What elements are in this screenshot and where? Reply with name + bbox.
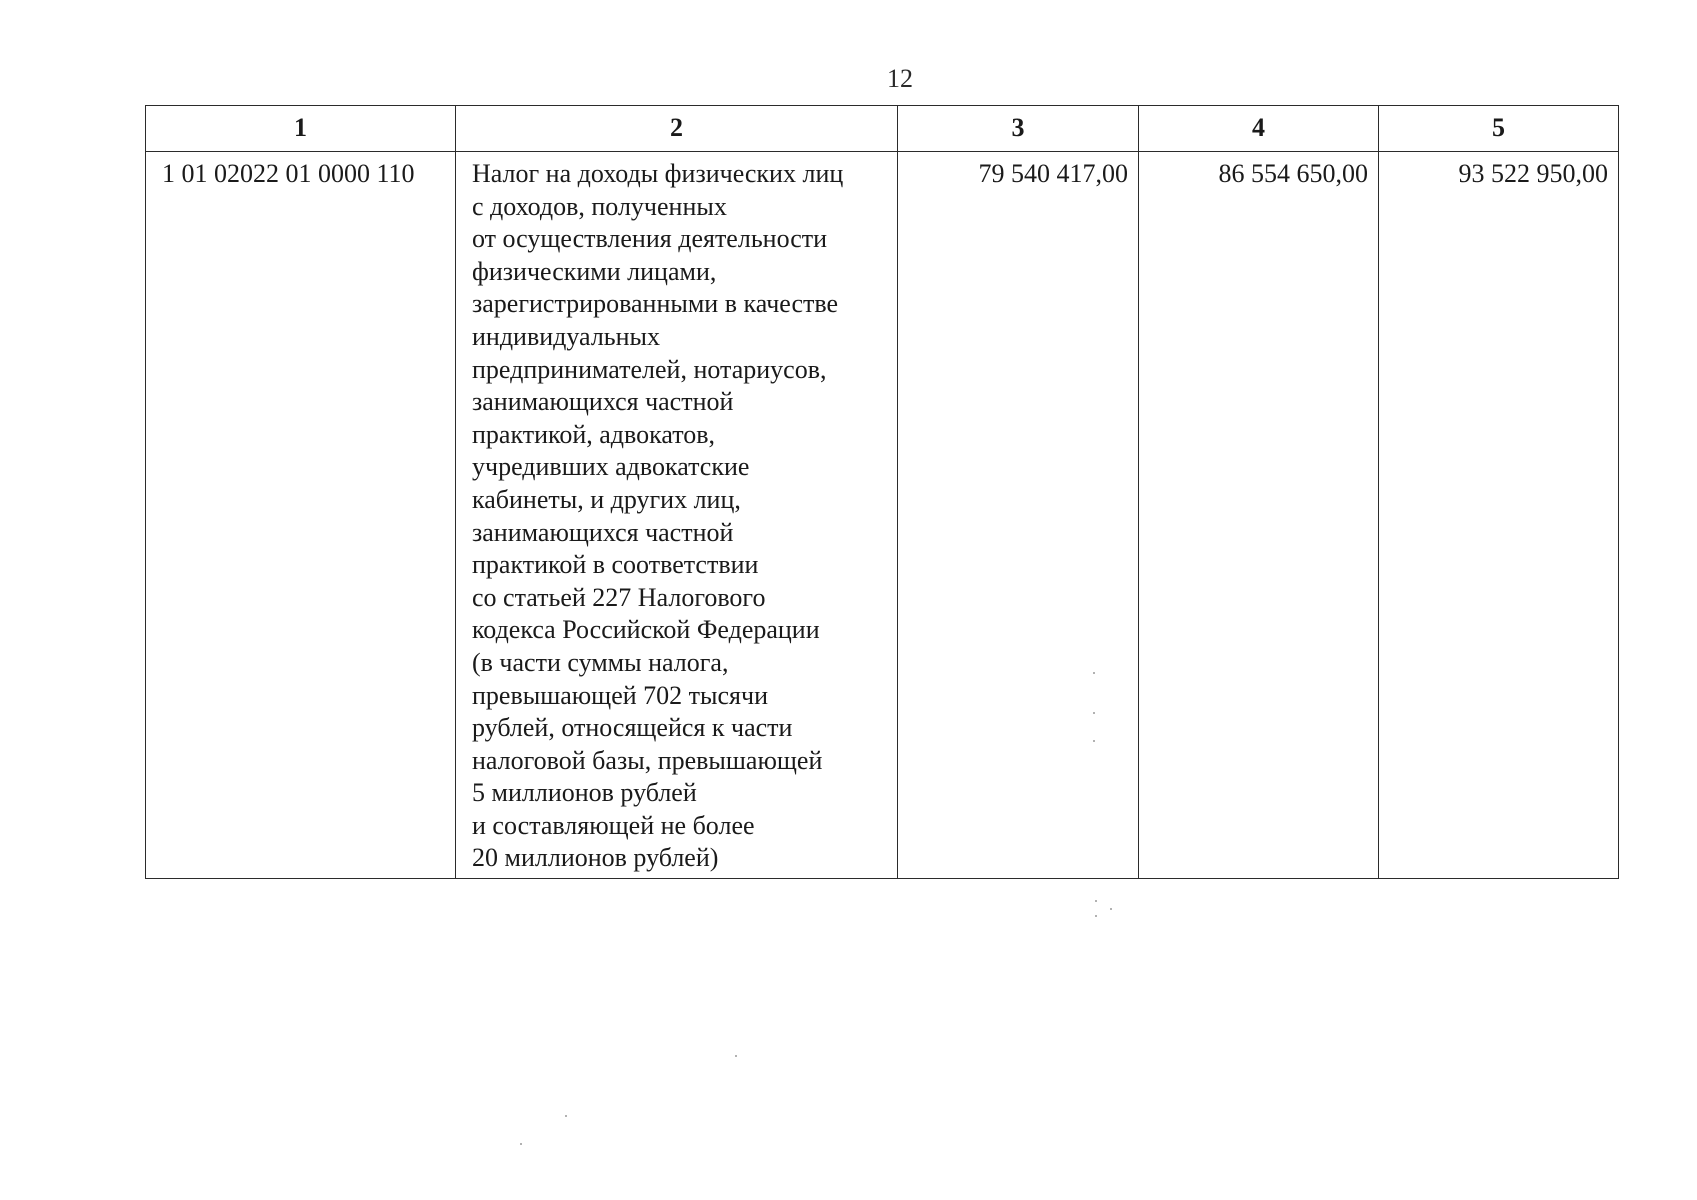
budget-classification-code: 1 01 02022 01 0000 110 [146,152,456,879]
revenue-name-line: и составляющей не более [472,810,755,840]
revenue-name-line: с доходов, полученных [472,191,727,221]
revenue-name-line: 5 миллионов рублей [472,778,697,808]
scan-speck [1095,915,1097,917]
revenue-name-line: 20 миллионов рублей) [472,843,719,873]
revenue-name-line: предпринимателей, нотариусов, [472,354,827,384]
revenue-name-line: превышающей 702 тысячи [472,680,768,710]
amount-column-3: 79 540 417,00 [898,152,1139,879]
scan-speck [1093,672,1095,674]
page-number: 12 [887,64,913,93]
revenue-name-line: рублей, относящейся к части [472,713,793,743]
revenue-name-line: учредивших адвокатские [472,452,750,482]
budget-revenue-table [145,105,1619,879]
table-row [146,152,1619,879]
scan-speck [735,1055,737,1057]
scan-speck [1110,908,1112,910]
revenue-name-line: от осуществления деятельности [472,224,828,254]
scan-speck [1093,740,1095,742]
column-header-1: 1 [146,106,456,152]
revenue-name-line: Налог на доходы физических лиц [472,159,844,188]
revenue-name-line: занимающихся частной [472,387,734,417]
amount-column-5: 93 522 950,00 [1379,152,1619,879]
revenue-name-line: со статьей 227 Налогового [472,582,766,612]
amount-column-4: 86 554 650,00 [1139,152,1379,879]
revenue-name-line: занимающихся частной [472,517,734,547]
revenue-name-line: кабинеты, и других лиц, [472,484,741,514]
revenue-name-line: налоговой базы, превышающей [472,745,823,775]
column-header-3: 3 [898,106,1139,152]
scan-speck [565,1115,567,1117]
revenue-name-line: практикой, адвокатов, [472,419,716,449]
column-header-2: 2 [456,106,898,152]
scan-speck [1093,712,1095,714]
scan-speck [520,1143,522,1145]
revenue-name-line: (в части суммы налога, [472,647,729,677]
revenue-name-line: зарегистрированными в качестве [472,289,839,319]
scan-speck [1095,900,1097,902]
column-header-4: 4 [1139,106,1379,152]
revenue-name-line: практикой в соответствии [472,550,759,580]
revenue-name-line: кодекса Российской Федерации [472,615,820,645]
column-header-5: 5 [1379,106,1619,152]
revenue-name-line: физическими лицами, [472,256,717,286]
header-row [146,106,1619,152]
revenue-name-cell [456,152,898,879]
revenue-name-line: индивидуальных [472,321,661,351]
